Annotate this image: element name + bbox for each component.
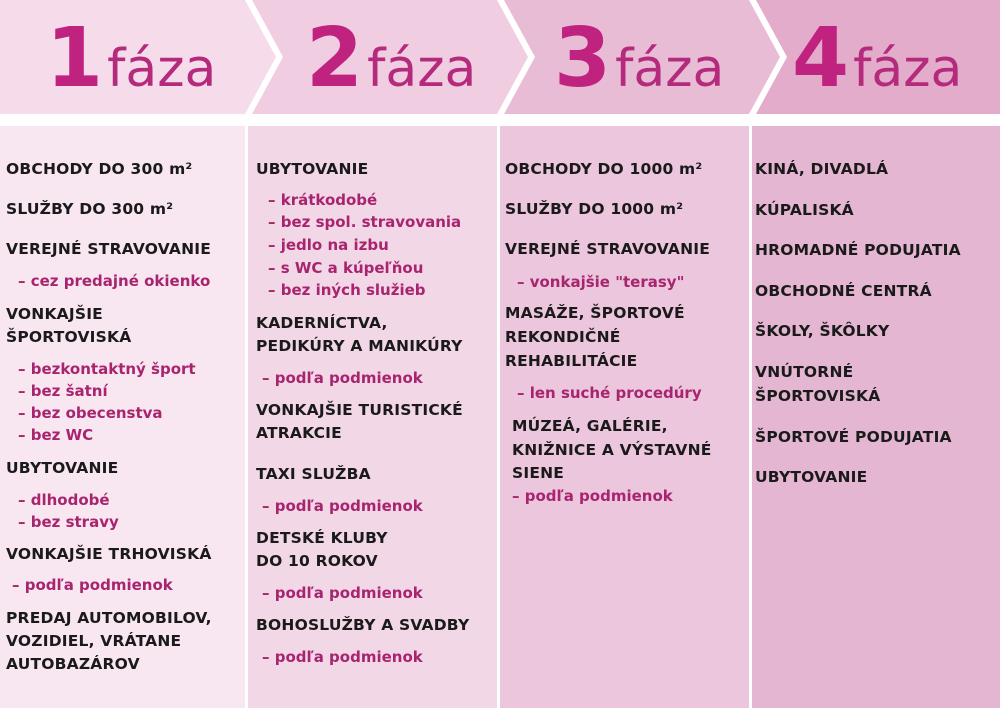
condition-item: – podľa podmienok xyxy=(512,487,673,505)
category-heading: UBYTOVANIE xyxy=(256,160,369,178)
category-heading: VONKAJŠIE xyxy=(6,305,103,323)
condition-item: – s WC a kúpeľňou xyxy=(268,259,424,277)
category-heading: ŠPORTOVÉ PODUJATIA xyxy=(755,428,952,446)
condition-item: – dlhodobé xyxy=(18,491,110,509)
category-heading: UBYTOVANIE xyxy=(755,468,868,486)
category-heading: KINÁ, DIVADLÁ xyxy=(755,160,889,178)
category-heading: KÚPALISKÁ xyxy=(755,201,854,219)
phase-2-column xyxy=(248,126,497,708)
category-heading: ŠPORTOVISKÁ xyxy=(6,328,132,346)
condition-item: – bez spol. stravovania xyxy=(268,213,462,231)
category-heading: MASÁŽE, ŠPORTOVÉ xyxy=(505,304,685,322)
phase-number: 3 xyxy=(554,11,610,106)
condition-item: – bezkontaktný šport xyxy=(18,360,196,378)
phase-3-column xyxy=(500,126,749,708)
category-heading: REKONDIČNÉ xyxy=(505,328,621,346)
category-heading: SIENE xyxy=(512,464,565,482)
phase-header xyxy=(0,0,1000,118)
category-heading: KADERNÍCTVA, xyxy=(256,314,388,332)
phase-4-column xyxy=(752,126,1000,708)
phase-1-title xyxy=(46,11,217,106)
phase-word: fáza xyxy=(615,39,725,99)
condition-item: – podľa podmienok xyxy=(262,648,423,666)
condition-item: – bez iných služieb xyxy=(268,281,426,299)
category-heading: ŠKOLY, ŠKÔLKY xyxy=(755,322,890,340)
category-heading: VNÚTORNÉ xyxy=(755,363,854,381)
condition-item: – vonkajšie "terasy" xyxy=(517,273,685,291)
category-heading: UBYTOVANIE xyxy=(6,459,119,477)
category-heading: ŠPORTOVISKÁ xyxy=(755,387,881,405)
condition-item: – cez predajné okienko xyxy=(18,272,211,290)
category-heading: OBCHODY DO 1000 m² xyxy=(505,160,703,178)
category-heading: OBCHODNÉ CENTRÁ xyxy=(755,282,932,300)
category-heading: SLUŽBY DO 1000 m² xyxy=(505,200,684,218)
category-heading: VEREJNÉ STRAVOVANIE xyxy=(6,240,211,258)
condition-item: – jedlo na izbu xyxy=(268,236,389,254)
condition-item: – bez stravy xyxy=(18,513,119,531)
category-heading: TAXI SLUŽBA xyxy=(256,465,371,483)
category-heading: AUTOBAZÁROV xyxy=(6,655,140,673)
phase-2-title xyxy=(306,11,477,106)
category-heading: VEREJNÉ STRAVOVANIE xyxy=(505,240,710,258)
condition-item: – krátkodobé xyxy=(268,191,378,209)
category-heading: ATRAKCIE xyxy=(256,424,342,442)
phase-number: 1 xyxy=(46,11,102,106)
phase-1-column xyxy=(0,126,245,708)
category-heading: DETSKÉ KLUBY xyxy=(256,529,388,547)
condition-item: – bez šatní xyxy=(18,382,108,400)
category-heading: HROMADNÉ PODUJATIA xyxy=(755,241,961,259)
condition-item: – podľa podmienok xyxy=(262,369,423,387)
category-heading: KNIŽNICE A VÝSTAVNÉ xyxy=(512,441,712,459)
phase-3-title xyxy=(554,11,725,106)
condition-item: – podľa podmienok xyxy=(262,584,423,602)
phase-word: fáza xyxy=(107,39,217,99)
category-heading: MÚZEÁ, GALÉRIE, xyxy=(512,417,668,435)
condition-item: – bez obecenstva xyxy=(18,404,163,422)
category-heading: BOHOSLUŽBY A SVADBY xyxy=(256,616,470,634)
category-heading: REHABILITÁCIE xyxy=(505,352,638,370)
category-heading: VOZIDIEL, VRÁTANE xyxy=(6,632,182,650)
category-heading: OBCHODY DO 300 m² xyxy=(6,160,193,178)
condition-item: – len suché procedúry xyxy=(517,384,702,402)
phase-4-title xyxy=(792,11,963,106)
condition-item: – podľa podmienok xyxy=(12,576,173,594)
category-heading: DO 10 ROKOV xyxy=(256,552,378,570)
category-heading: SLUŽBY DO 300 m² xyxy=(6,200,174,218)
category-heading: PREDAJ AUTOMOBILOV, xyxy=(6,609,212,627)
phase-number: 4 xyxy=(792,11,848,106)
phase-word: fáza xyxy=(367,39,477,99)
category-heading: PEDIKÚRY A MANIKÚRY xyxy=(256,337,463,355)
category-heading: VONKAJŠIE TURISTICKÉ xyxy=(256,401,463,419)
condition-item: – bez WC xyxy=(18,426,94,444)
condition-item: – podľa podmienok xyxy=(262,497,423,515)
phase-number: 2 xyxy=(306,11,362,106)
phase-word: fáza xyxy=(853,39,963,99)
category-heading: VONKAJŠIE TRHOVISKÁ xyxy=(6,545,212,563)
